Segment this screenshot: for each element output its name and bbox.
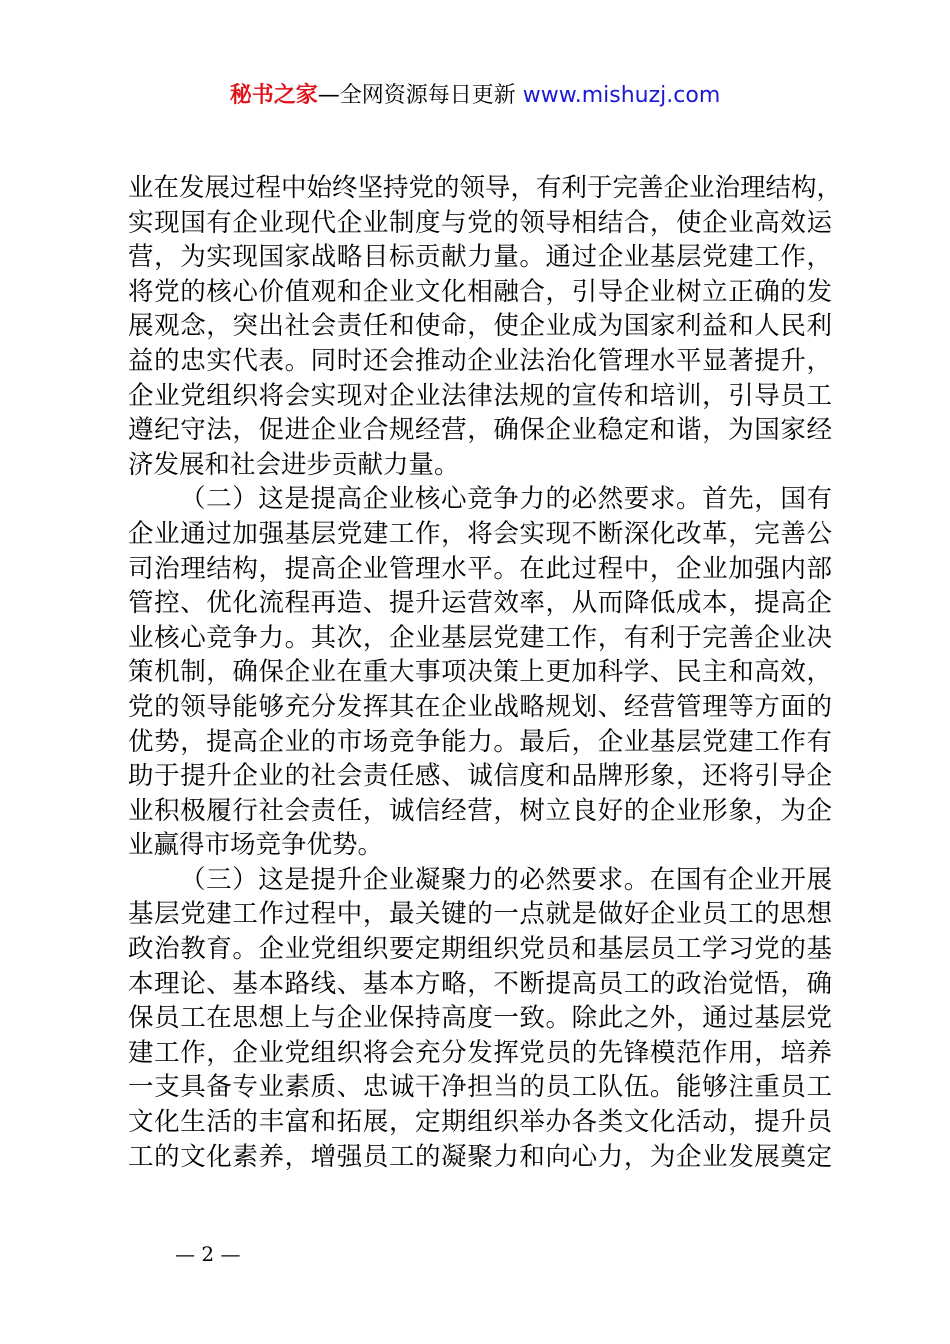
text-line: 策机制，确保企业在重大事项决策上更加科学、民主和高效，	[128, 657, 832, 688]
text-line: 党的领导能够充分发挥其在企业战略规划、经营管理等方面的	[128, 691, 832, 722]
text-line: 文化生活的丰富和拓展，定期组织举办各类文化活动，提升员	[128, 1107, 832, 1138]
text-line: 业核心竞争力。其次，企业基层党建工作，有利于完善企业决	[128, 622, 832, 653]
text-line: 工的文化素养，增强员工的凝聚力和向心力，为企业发展奠定	[128, 1141, 832, 1172]
brand-name: 秘书之家	[229, 83, 318, 108]
text-line: 济发展和社会进步贡献力量。	[128, 449, 460, 480]
text-line: 助于提升企业的社会责任感、诚信度和品牌形象，还将引导企	[128, 761, 832, 792]
text-line: 企业党组织将会实现对企业法律法规的宣传和培训，引导员工	[128, 380, 832, 411]
text-line: 遵纪守法，促进企业合规经营，确保企业稳定和谐，为国家经	[128, 415, 832, 446]
site-url-link[interactable]: www.mishuzj.com	[522, 83, 721, 108]
text-line: 企业通过加强基层党建工作，将会实现不断深化改革，完善公	[128, 518, 832, 549]
text-line: 建工作，企业党组织将会充分发挥党员的先锋模范作用，培养	[128, 1037, 832, 1068]
text-line: 政治教育。企业党组织要定期组织党员和基层员工学习党的基	[128, 934, 832, 965]
text-line: 业在发展过程中始终坚持党的领导，有利于完善企业治理结构，	[128, 173, 843, 203]
text-line: 展观念，突出社会责任和使命，使企业成为国家利益和人民利	[128, 311, 832, 342]
paragraph-heading-line: （二）这是提高企业核心竞争力的必然要求。首先，国有	[180, 484, 832, 515]
site-header	[0, 80, 950, 112]
text-line: 优势，提高企业的市场竞争能力。最后，企业基层党建工作有	[128, 726, 832, 757]
text-line: 将党的核心价值观和企业文化相融合，引导企业树立正确的发	[128, 276, 832, 307]
text-line: 基层党建工作过程中，最关键的一点就是做好企业员工的思想	[128, 899, 832, 930]
text-line: 管控、优化流程再造、提升运营效率，从而降低成本，提高企	[128, 588, 832, 619]
text-line: 本理论、基本路线、基本方略，不断提高员工的政治觉悟，确	[128, 968, 832, 999]
text-line: 业赢得市场竞争优势。	[128, 830, 384, 861]
text-line: 益的忠实代表。同时还会推动企业法治化管理水平显著提升，	[128, 345, 832, 376]
text-line: 营，为实现国家战略目标贡献力量。通过企业基层党建工作，	[128, 242, 832, 273]
text-line: 业积极履行社会责任，诚信经营，树立良好的企业形象，为企	[128, 795, 832, 826]
page-number: — 2 —	[175, 1242, 241, 1266]
text-line: 保员工在思想上与企业保持高度一致。除此之外，通过基层党	[128, 1003, 832, 1034]
text-line: 一支具备专业素质、忠诚干净担当的员工队伍。能够注重员工	[128, 1072, 832, 1103]
document-body	[128, 171, 843, 1174]
header-tagline: —全网资源每日更新	[317, 83, 516, 108]
paragraph-heading-line: （三）这是提升企业凝聚力的必然要求。在国有企业开展	[180, 864, 832, 895]
text-line: 司治理结构，提高企业管理水平。在此过程中，企业加强内部	[128, 553, 832, 584]
text-line: 实现国有企业现代企业制度与党的领导相结合，使企业高效运	[128, 207, 832, 238]
